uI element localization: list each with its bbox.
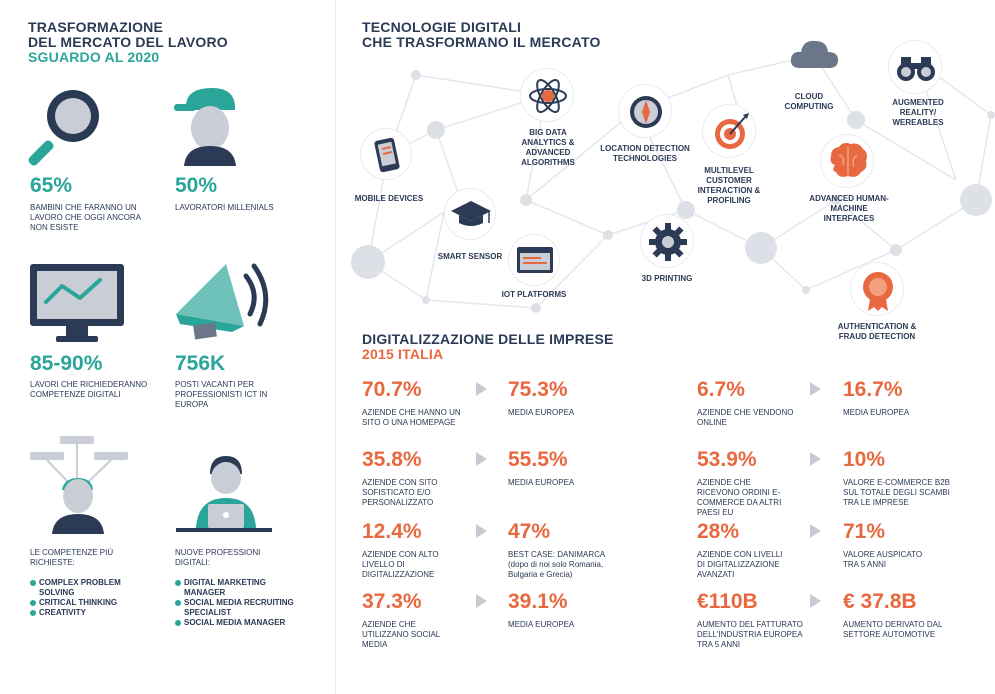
tech-title-line1: TECNOLOGIE DIGITALI: [362, 19, 522, 35]
arrow-icon: [476, 594, 487, 608]
skill-item: CRITICAL THINKING: [30, 598, 150, 608]
stat-value: 55.5%: [508, 448, 568, 471]
profession-item: SOCIAL MEDIA RECRUITING SPECIALIST: [175, 598, 305, 618]
big-data-label: BIG DATA ANALYTICS & ADVANCED ALGORITHMS: [521, 128, 575, 167]
stat-desc: AUMENTO DERIVATO DAL SETTORE AUTOMOTIVE: [843, 620, 943, 639]
arrow-icon: [810, 594, 821, 608]
digital-subtitle: 2015 ITALIA: [362, 346, 444, 362]
digital-title: DIGITALIZZAZIONE DELLE IMPRESE: [362, 331, 614, 347]
stat-kids-value: 65%: [30, 174, 73, 197]
stat-value: 6.7%: [697, 378, 745, 401]
stat-desc: AUMENTO DEL FATTURATO DELL'INDUSTRIA EUROPEA TRA 5 ANNI: [697, 620, 803, 649]
augmented-reality-label: AUGMENTED REALITY/ WEREABLES: [892, 98, 944, 127]
stat-desc: VALORE AUSPICATO TRA 5 ANNI: [843, 550, 923, 569]
stat-value: 53.9%: [697, 448, 757, 471]
stat-value: €110B: [697, 590, 758, 613]
stat-value: 10%: [843, 448, 886, 471]
printing-node: [640, 214, 694, 268]
stat-ict-value: 756K: [175, 352, 226, 375]
stat-desc-note: (dopo di noi solo Romania, Bulgaria e Grecia): [508, 560, 604, 579]
network-person-icon: [28, 434, 132, 534]
stat-desc: MEDIA EUROPEA: [508, 478, 575, 487]
hmi-node: [820, 134, 874, 188]
stat-value: 35.8%: [362, 448, 422, 471]
stat-desc: VALORE E-COMMERCE B2B SUL TOTALE DEGLI SCAMBI TRA LE IMPRESE: [843, 478, 950, 507]
stat-ict-desc: POSTI VACANTI PER PROFESSIONISTI ICT IN EUROPA: [175, 380, 268, 409]
target-icon: [703, 105, 757, 159]
digital-section-title: [362, 332, 614, 362]
stat-value: 16.7%: [843, 378, 903, 401]
left-title-line1: TRASFORMAZIONE: [28, 19, 164, 35]
mobile-node: [360, 128, 412, 180]
augmented-node: [888, 40, 942, 94]
mobile-devices-label: MOBILE DEVICES: [354, 194, 424, 203]
professions-list: [175, 578, 305, 628]
monitor-chart-icon: [28, 262, 126, 346]
stat-value: 12.4%: [362, 520, 422, 543]
iot-platforms-label: IOT PLATFORMS: [501, 290, 567, 299]
megaphone-icon: [172, 258, 272, 346]
arrow-icon: [476, 382, 487, 396]
left-subtitle: SGUARDO AL 2020: [28, 49, 160, 65]
stat-desc: MEDIA EUROPEA: [508, 408, 575, 417]
arrow-icon: [476, 524, 487, 538]
stat-desc: AZIENDE CON LIVELLI DI DIGITALIZZAZIONE AVANZATI: [697, 550, 783, 579]
smartphone-icon: [361, 129, 413, 181]
arrow-icon: [810, 452, 821, 466]
laptop-person-icon: [174, 452, 274, 534]
stat-value: 47%: [508, 520, 551, 543]
stat-desc: AZIENDE CHE VENDONO ONLINE: [697, 408, 794, 427]
cloud-computing-label: CLOUD COMPUTING: [784, 92, 834, 111]
3d-printing-label: 3D PRINTING: [641, 274, 693, 283]
stat-value: 28%: [697, 520, 740, 543]
stat-millennials-desc: LAVORATORI MILLENIALS: [175, 203, 274, 212]
auth-label: AUTHENTICATION & FRAUD DETECTION: [837, 322, 917, 341]
cloud-icon: [788, 34, 840, 74]
stat-value: 75.3%: [508, 378, 568, 401]
arrow-icon: [810, 524, 821, 538]
gear-icon: [641, 215, 695, 269]
skills-title: [30, 548, 140, 568]
magnifier-icon: [28, 86, 104, 166]
profession-item: DIGITAL MARKETING MANAGER: [175, 578, 305, 598]
skills-list: [30, 578, 150, 618]
skill-item: CREATIVITY: [30, 608, 150, 618]
stat-value: 71%: [843, 520, 886, 543]
stat-desc: MEDIA EUROPEA: [508, 620, 575, 629]
stat-desc: AZIENDE CHE HANNO UN SITO O UNA HOMEPAGE: [362, 408, 461, 427]
auth-node: [850, 262, 904, 316]
arrow-icon: [476, 452, 487, 466]
skills-title-text: LE COMPETENZE PIÙ RICHIESTE:: [30, 548, 114, 567]
stat-digital-skills-value: 85-90%: [30, 352, 103, 375]
professions-title: NUOVE PROFESSIONI DIGITALI:: [175, 548, 261, 567]
stat-desc: AZIENDE CHE UTILIZZANO SOCIAL MEDIA: [362, 620, 440, 649]
hmi-label: ADVANCED HUMAN-MACHINE INTERFACES: [809, 194, 889, 223]
stat-value: 39.1%: [508, 590, 568, 613]
graduation-cap-icon: [445, 189, 497, 241]
left-title-line2: DEL MERCATO DEL LAVORO: [28, 34, 228, 50]
stat-desc: AZIENDE CON ALTO LIVELLO DI DIGITALIZZAZIONE: [362, 550, 439, 579]
stat-desc: MEDIA EUROPEA: [843, 408, 910, 417]
stat-value: 70.7%: [362, 378, 422, 401]
iot-node: [508, 234, 560, 286]
stat-value: € 37.8B: [843, 590, 917, 613]
browser-window-icon: [509, 235, 561, 287]
profession-item: SOCIAL MEDIA MANAGER: [175, 618, 305, 628]
stat-value: 37.3%: [362, 590, 422, 613]
smart-sensor-label: SMART SENSOR: [437, 252, 503, 261]
multilevel-label: MULTILEVEL CUSTOMER INTERACTION & PROFILING: [697, 166, 761, 205]
stat-desc: AZIENDE CON SITO SOFISTICATO E/O PERSONALIZZATO: [362, 478, 438, 507]
brain-icon: [821, 135, 875, 189]
arrow-icon: [810, 382, 821, 396]
location-detection-label: LOCATION DETECTION TECHNOLOGIES: [600, 144, 690, 163]
binoculars-icon: [889, 41, 943, 95]
stat-kids-desc: BAMBINI CHE FARANNO UN LAVORO CHE OGGI ANCORA NON ESISTE: [30, 203, 141, 232]
compass-icon: [619, 85, 673, 139]
badge-icon: [851, 263, 905, 317]
atom-icon: [521, 69, 575, 123]
stat-desc: AZIENDE CHE RICEVONO ORDINI E-COMMERCE DA ALTRI PAESI EU: [697, 478, 782, 517]
location-node: [618, 84, 672, 138]
stat-millennials-value: 50%: [175, 174, 218, 197]
big-data-node: [520, 68, 574, 122]
tech-title-line2: CHE TRASFORMANO IL MERCATO: [362, 34, 601, 50]
stat-digital-skills-desc: LAVORI CHE RICHIEDERANNO COMPETENZE DIGITALI: [30, 380, 148, 399]
left-section: [28, 20, 328, 65]
millennial-cap-icon: [172, 84, 248, 166]
cloud-node: [788, 34, 840, 74]
multilevel-node: [702, 104, 756, 158]
smart-sensor-node: [444, 188, 496, 240]
skill-item: COMPLEX PROBLEM SOLVING: [30, 578, 150, 598]
stat-desc: BEST CASE: DANIMARCA: [508, 550, 606, 559]
